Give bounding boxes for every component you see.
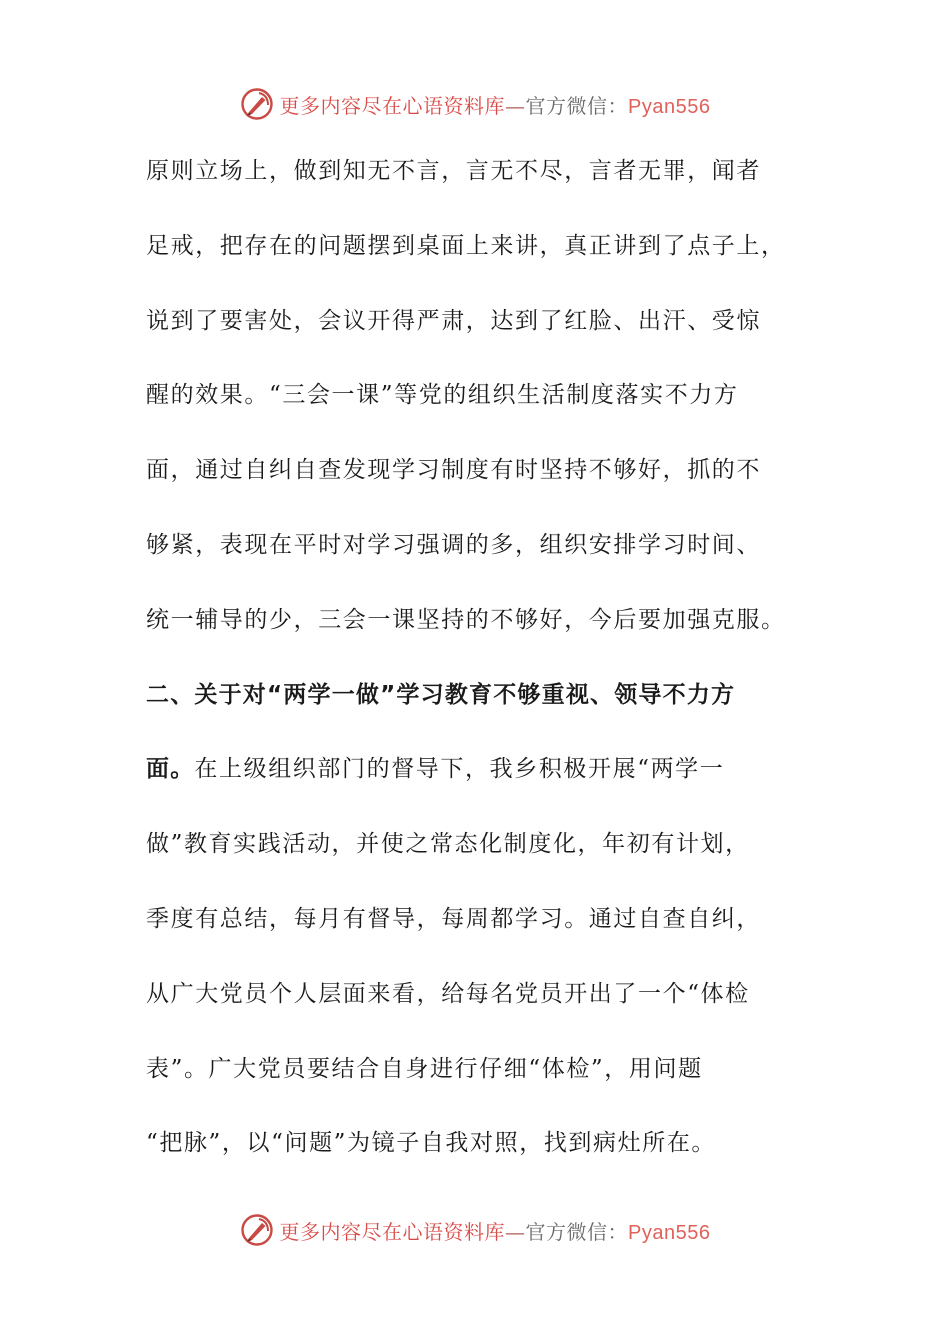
body-line: 够紧，表现在平时对学习强调的多，组织安排学习时间、 bbox=[146, 531, 761, 558]
document-body bbox=[146, 134, 826, 1181]
body-line: 醒的效果。“三会一课”等党的组织生活制度落实不力方 bbox=[146, 382, 739, 409]
body-line: 足戒，把存在的问题摆到桌面上来讲，真正讲到了点子上， bbox=[146, 232, 786, 259]
section-heading: 二、关于对“两学一做”学习教育不够重视、领导不力方 bbox=[146, 681, 736, 708]
section-heading-end: 面。 bbox=[146, 756, 195, 783]
pen-logo-icon bbox=[240, 1213, 274, 1247]
header-dash: — bbox=[505, 93, 526, 118]
footer-banner-text bbox=[280, 1216, 711, 1245]
section-heading-line bbox=[146, 658, 826, 733]
footer-site-name: 更多内容尽在心语资料库 bbox=[279, 1219, 506, 1244]
header-banner bbox=[0, 82, 950, 126]
footer-wechat-label: 官方微信： bbox=[525, 1219, 629, 1244]
body-line: 季度有总结，每月有督导，每周都学习。通过自查自纠， bbox=[146, 905, 761, 932]
body-line: 做”教育实践活动，并使之常态化制度化，年初有计划， bbox=[146, 831, 750, 858]
header-wechat-id: Pyan556 bbox=[628, 95, 711, 118]
body-line: 面，通过自纠自查发现学习制度有时坚持不够好，抓的不 bbox=[146, 457, 761, 484]
header-wechat-label: 官方微信： bbox=[525, 93, 629, 118]
header-banner-text bbox=[280, 90, 711, 119]
body-line: 说到了要害处，会议开得严肃，达到了红脸、出汗、受惊 bbox=[146, 307, 761, 334]
body-line: “把脉”，以“问题”为镜子自我对照，找到病灶所在。 bbox=[146, 1130, 717, 1157]
body-line: 面。在上级组织部门的督导下，我乡积极开展“两学一 bbox=[146, 756, 725, 783]
footer-wechat-id: Pyan556 bbox=[628, 1221, 711, 1244]
body-line: 原则立场上，做到知无不言，言无不尽，言者无罪，闻者 bbox=[146, 158, 761, 184]
body-line: 从广大党员个人层面来看，给每名党员开出了一个“体检 bbox=[146, 980, 750, 1007]
footer-dash: — bbox=[505, 1219, 526, 1244]
header-site-name: 更多内容尽在心语资料库 bbox=[279, 93, 506, 118]
body-line: 统一辅导的少，三会一课坚持的不够好，今后要加强克服。 bbox=[146, 606, 786, 633]
footer-banner bbox=[0, 1208, 950, 1252]
pen-logo-icon bbox=[240, 87, 274, 121]
body-line: 表”。广大党员要结合自身进行仔细“体检”，用问题 bbox=[146, 1055, 703, 1082]
